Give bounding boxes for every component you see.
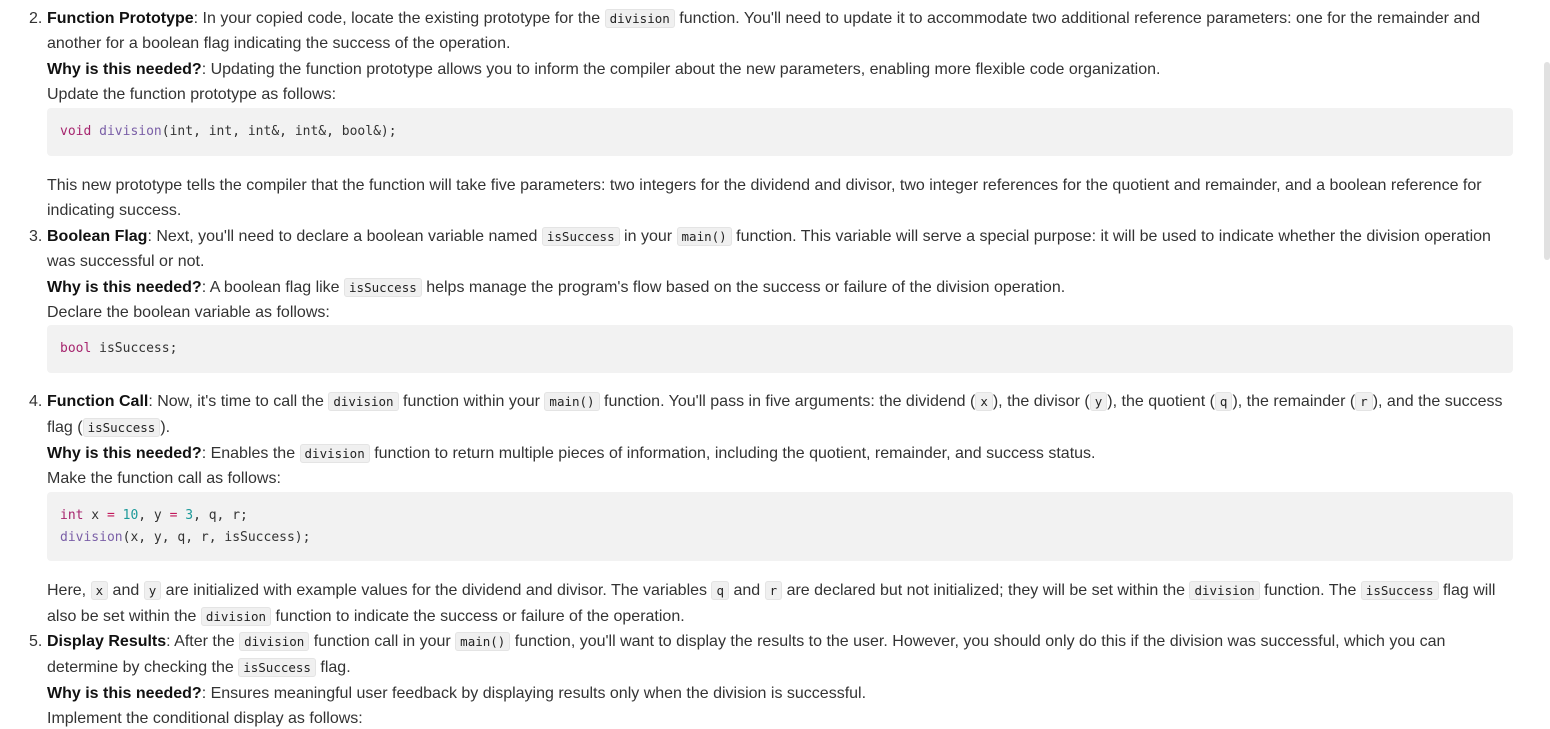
inline-code: division bbox=[605, 9, 675, 28]
code-text: , y bbox=[138, 508, 170, 523]
step-5-intro-line-1 bbox=[47, 632, 1445, 652]
step-number: 5. bbox=[29, 633, 43, 650]
step-4-after-line-2 bbox=[47, 607, 685, 627]
text: flag will bbox=[1438, 582, 1496, 599]
why-label: Why is this needed? bbox=[47, 279, 202, 296]
inline-code: isSuccess bbox=[542, 227, 620, 246]
text: are declared but not initialized; they will be set within the bbox=[782, 582, 1190, 599]
inline-code: isSuccess bbox=[83, 418, 161, 437]
code-line bbox=[60, 529, 310, 547]
step-2-intro-line-1 bbox=[47, 9, 1480, 29]
text: helps manage the program's flow based on the success or failure of the division operation. bbox=[421, 279, 1066, 296]
code-line bbox=[60, 507, 248, 525]
step-2-why-line bbox=[47, 60, 1160, 80]
code-text bbox=[115, 508, 123, 523]
code-number: 3 bbox=[185, 508, 194, 523]
inline-code: division bbox=[201, 607, 271, 626]
code-block-call bbox=[47, 492, 1513, 561]
step-title: Display Results bbox=[47, 633, 167, 650]
text: : Enables the bbox=[201, 445, 300, 462]
text: : Ensures meaningful user feedback by displaying results only when the division is successful. bbox=[201, 685, 867, 702]
text: function, you'll want to display the results to the user. However, you should only do this if the division was successful, which you can bbox=[510, 633, 1446, 650]
code-text: , q, r; bbox=[193, 508, 248, 523]
step-3-lead: Declare the boolean variable as follows: bbox=[47, 304, 330, 321]
step-5-lead: Implement the conditional display as follows: bbox=[47, 710, 363, 727]
step-4-intro-line-1 bbox=[47, 392, 1503, 412]
text: Here, bbox=[47, 582, 91, 599]
code-block-declaration bbox=[47, 325, 1513, 373]
inline-code: isSuccess bbox=[238, 658, 316, 677]
step-4-lead: Make the function call as follows: bbox=[47, 470, 281, 487]
inline-code: main() bbox=[677, 227, 732, 246]
step-title: Boolean Flag bbox=[47, 228, 148, 245]
text: function. You'll pass in five arguments: the dividend ( bbox=[599, 393, 976, 410]
text: determine by checking the bbox=[47, 659, 239, 676]
text: also be set within the bbox=[47, 608, 201, 625]
text: in your bbox=[619, 228, 677, 245]
code-function: division bbox=[60, 530, 123, 545]
text: flag. bbox=[315, 659, 351, 676]
code-function: division bbox=[99, 124, 162, 139]
text: ). bbox=[160, 419, 171, 436]
step-4-after-line-1 bbox=[47, 581, 1495, 601]
step-number: 2. bbox=[29, 10, 43, 27]
text: and bbox=[729, 582, 765, 599]
step-title: Function Prototype bbox=[47, 10, 194, 27]
code-text: (x, y, q, r, isSuccess); bbox=[122, 530, 311, 545]
text: : Updating the function prototype allows you to inform the compiler about the new parameters, enabling more flexible code organization. bbox=[201, 61, 1161, 78]
inline-code: main() bbox=[544, 392, 599, 411]
code-line bbox=[60, 123, 397, 141]
code-block-prototype bbox=[47, 108, 1513, 156]
step-title: Function Call bbox=[47, 393, 149, 410]
text: are initialized with example values for the dividend and divisor. The variables bbox=[161, 582, 712, 599]
step-2-after-line-1: This new prototype tells the compiler that the function will take five parameters: two integers for the dividend and divisor, two integer references for the quotient and remainder, and a boolean reference for bbox=[47, 177, 1482, 194]
inline-code: y bbox=[1090, 392, 1108, 411]
code-keyword: void bbox=[60, 124, 92, 139]
step-3-intro-line-1 bbox=[47, 227, 1491, 247]
code-operator: = bbox=[169, 508, 178, 523]
text: ), the divisor ( bbox=[992, 393, 1090, 410]
step-5-intro-line-2 bbox=[47, 658, 351, 678]
inline-code: y bbox=[144, 581, 162, 600]
inline-code: main() bbox=[455, 632, 510, 651]
inline-code: x bbox=[975, 392, 993, 411]
code-text: isSuccess; bbox=[91, 341, 178, 356]
text: ), the remainder ( bbox=[1232, 393, 1356, 410]
inline-code: isSuccess bbox=[1361, 581, 1439, 600]
step-2-intro-line-2: another for a boolean flag indicating the success of the operation. bbox=[47, 35, 511, 52]
step-number: 4. bbox=[29, 393, 43, 410]
text: : A boolean flag like bbox=[201, 279, 345, 296]
code-keyword: bool bbox=[60, 341, 92, 356]
text: function. You'll need to update it to accommodate two additional reference parameters: one for the remainder and bbox=[674, 10, 1481, 27]
inline-code: r bbox=[1355, 392, 1373, 411]
step-5-why-line bbox=[47, 684, 866, 704]
text: function. The bbox=[1259, 582, 1361, 599]
text: and bbox=[108, 582, 144, 599]
step-3-why-line bbox=[47, 278, 1065, 298]
text: : Next, you'll need to declare a boolean variable named bbox=[147, 228, 542, 245]
text: function to return multiple pieces of information, including the quotient, remainder, and success status. bbox=[369, 445, 1096, 462]
text: function. This variable will serve a special purpose: it will be used to indicate whether the division operation bbox=[731, 228, 1491, 245]
code-keyword: int bbox=[60, 508, 84, 523]
text: function call in your bbox=[309, 633, 456, 650]
code-operator: = bbox=[106, 508, 115, 523]
text: : In your copied code, locate the existing prototype for the bbox=[193, 10, 605, 27]
inline-code: division bbox=[328, 392, 398, 411]
inline-code: q bbox=[711, 581, 729, 600]
text: ), and the success bbox=[1372, 393, 1503, 410]
step-2-after-line-2: indicating success. bbox=[47, 202, 182, 219]
code-text: (int, int, int&, int&, bool&); bbox=[161, 124, 397, 139]
inline-code: division bbox=[1189, 581, 1259, 600]
text: function within your bbox=[398, 393, 545, 410]
vertical-scrollbar-thumb[interactable] bbox=[1544, 62, 1550, 260]
inline-code: q bbox=[1215, 392, 1233, 411]
step-4-intro-line-2 bbox=[47, 418, 170, 438]
text: ), the quotient ( bbox=[1107, 393, 1215, 410]
text: : After the bbox=[166, 633, 240, 650]
step-2-lead: Update the function prototype as follows: bbox=[47, 86, 337, 103]
text: : Now, it's time to call the bbox=[148, 393, 329, 410]
why-label: Why is this needed? bbox=[47, 685, 202, 702]
code-line bbox=[60, 340, 177, 358]
text: flag ( bbox=[47, 419, 83, 436]
why-label: Why is this needed? bbox=[47, 61, 202, 78]
inline-code: division bbox=[239, 632, 309, 651]
text: function to indicate the success or failure of the operation. bbox=[271, 608, 685, 625]
code-text: x bbox=[83, 508, 107, 523]
inline-code: division bbox=[300, 444, 370, 463]
step-number: 3. bbox=[29, 228, 43, 245]
inline-code: isSuccess bbox=[344, 278, 422, 297]
code-number: 10 bbox=[122, 508, 139, 523]
step-3-intro-line-2: was successful or not. bbox=[47, 253, 205, 270]
step-4-why-line bbox=[47, 444, 1095, 464]
why-label: Why is this needed? bbox=[47, 445, 202, 462]
inline-code: x bbox=[91, 581, 109, 600]
inline-code: r bbox=[765, 581, 783, 600]
